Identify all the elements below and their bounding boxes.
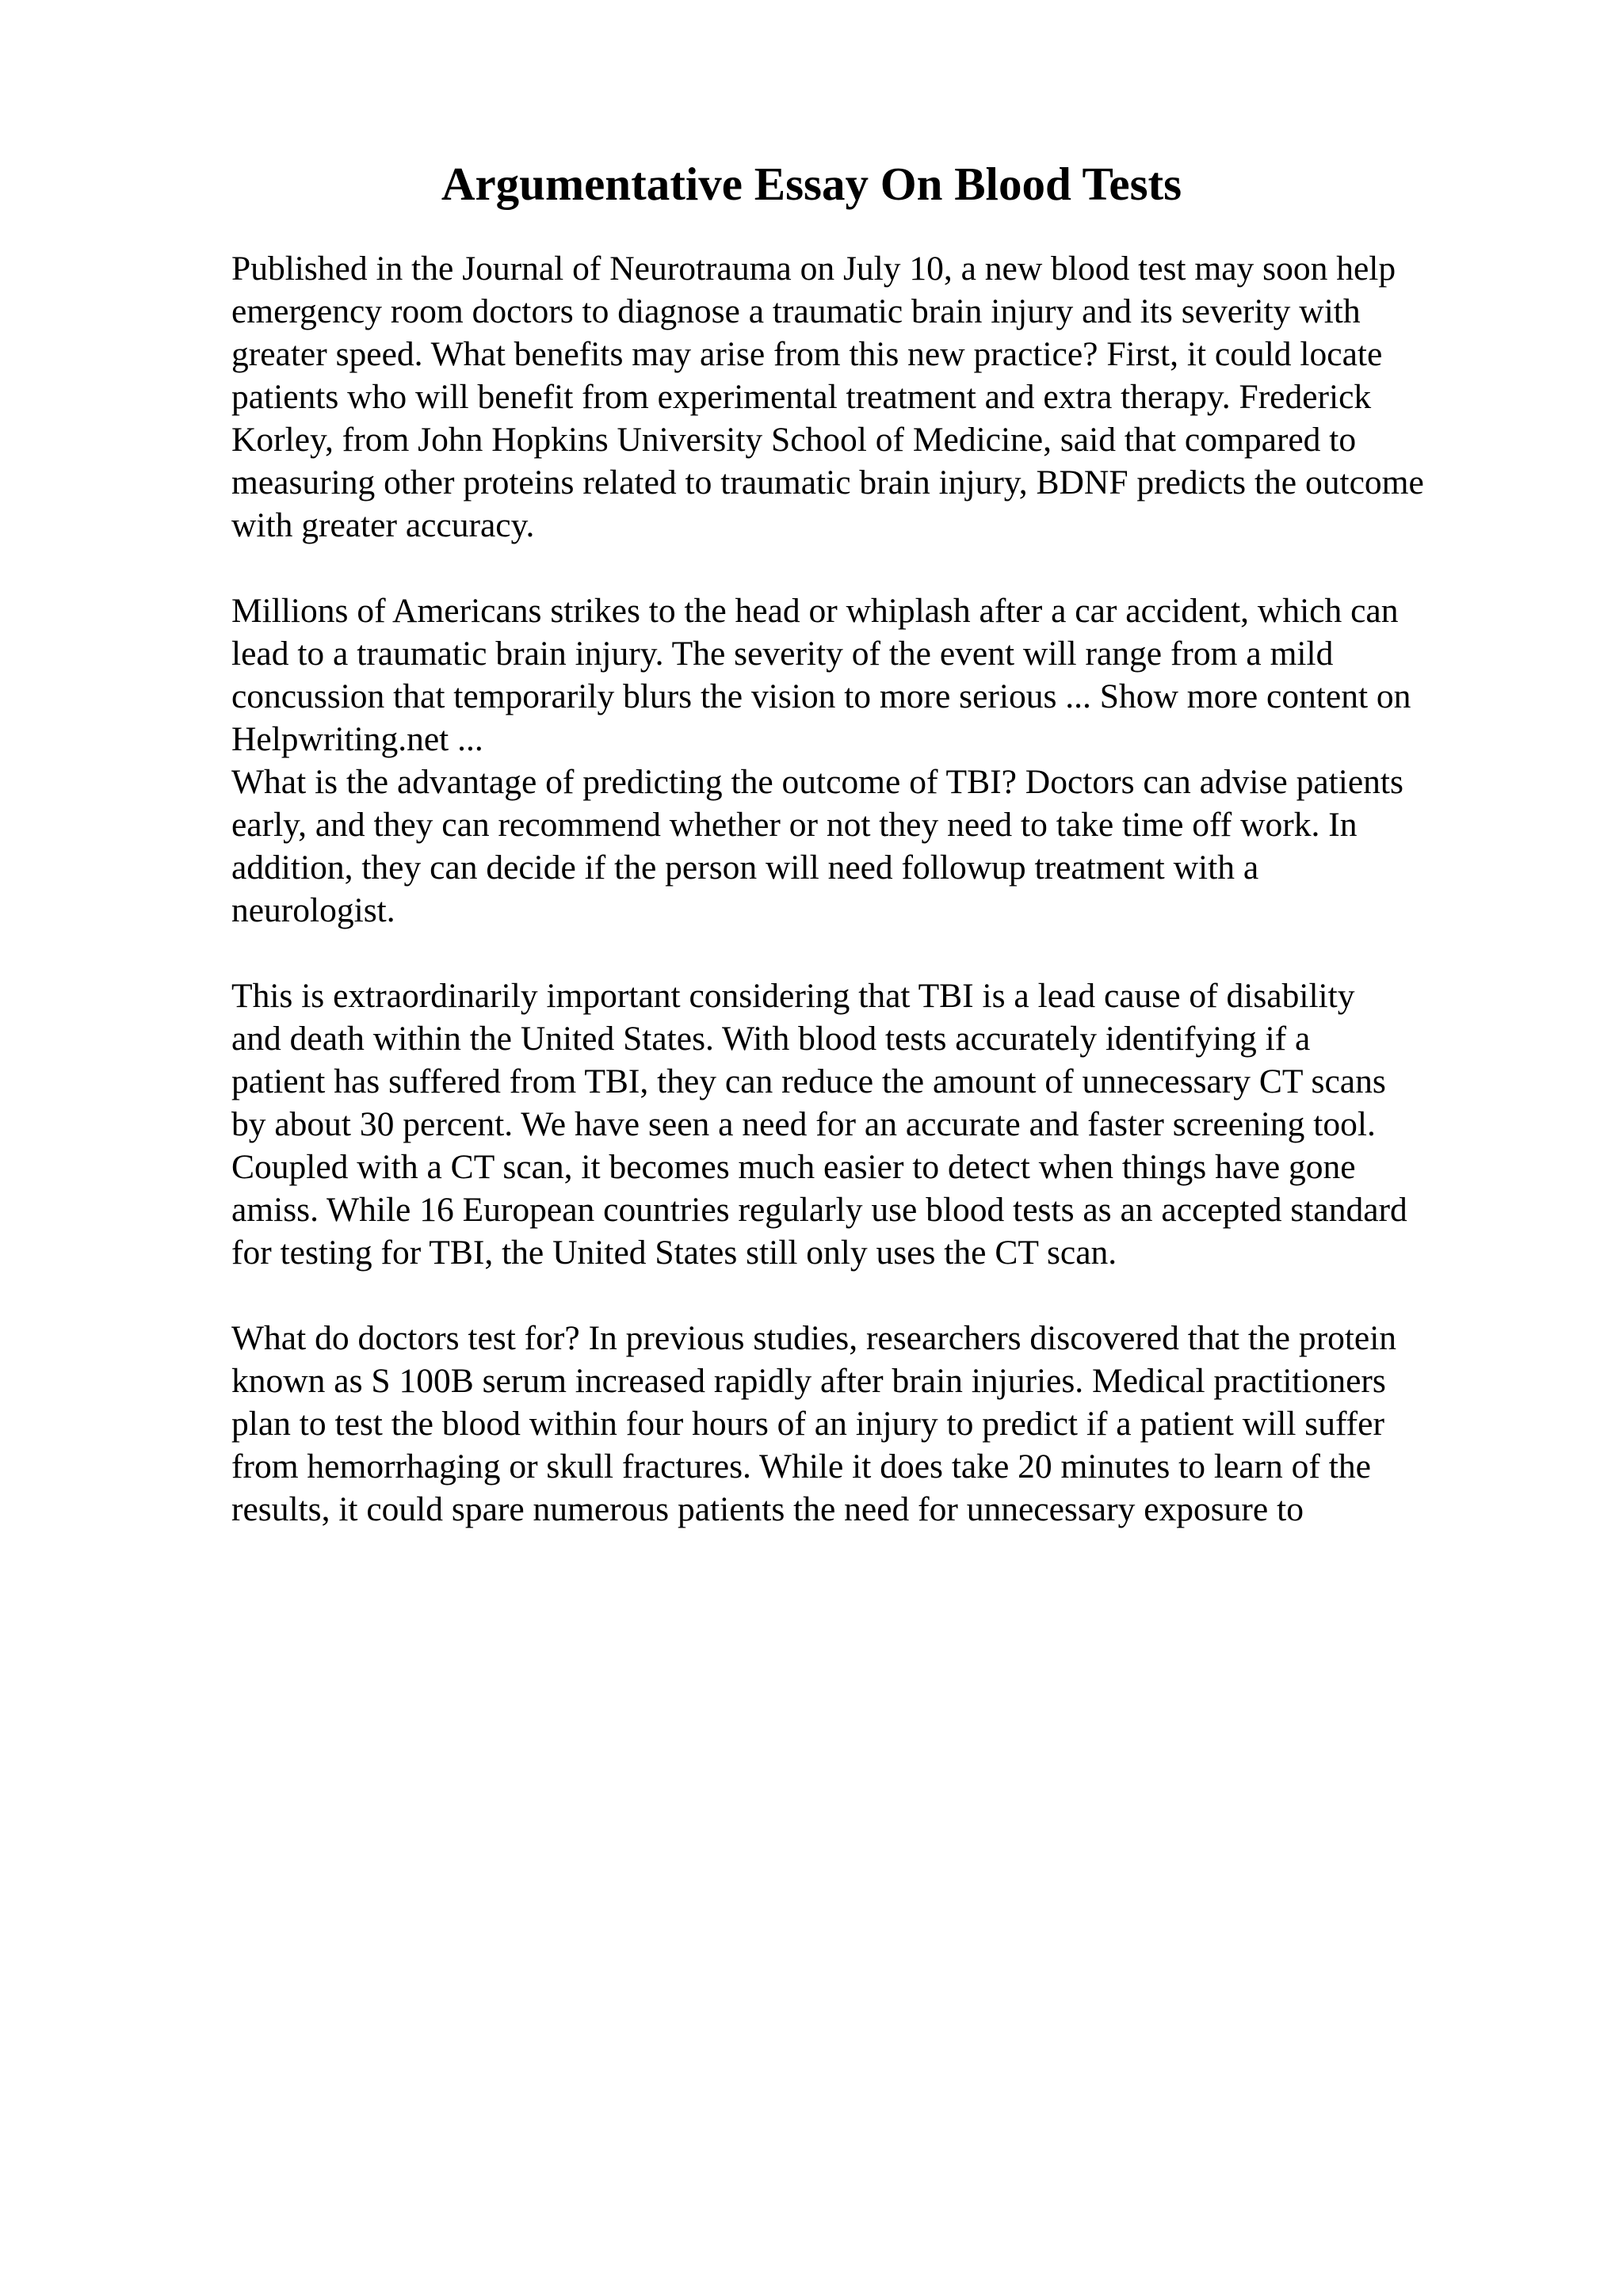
text-line: measuring other proteins related to traumatic brain injury, BDNF predicts the outcome (231, 463, 1424, 502)
text-line: addition, they can decide if the person will need followup treatment with a (231, 849, 1259, 887)
text-line: This is extraordinarily important considering that TBI is a lead cause of disability (231, 977, 1355, 1015)
text-line: results, it could spare numerous patients the need for unnecessary exposure to (231, 1490, 1304, 1528)
text-line: from hemorrhaging or skull fractures. While it does take 20 minutes to learn of the (231, 1447, 1371, 1486)
paragraph-gap (231, 932, 1594, 974)
text-line: neurologist. (231, 891, 395, 929)
text-line: emergency room doctors to diagnose a traumatic brain injury and its severity with (231, 292, 1361, 330)
text-line: plan to test the blood within four hours of an injury to predict if a patient will suffer (231, 1405, 1384, 1443)
text-line: patients who will benefit from experimental treatment and extra therapy. Frederick (231, 378, 1372, 416)
paragraph-gap (231, 547, 1594, 589)
text-line: Korley, from John Hopkins University School of Medicine, said that compared to (231, 421, 1357, 459)
text-line: patient has suffered from TBI, they can reduce the amount of unnecessary CT scans (231, 1062, 1386, 1100)
text-line: for testing for TBI, the United States still only uses the CT scan. (231, 1234, 1117, 1272)
text-line: Coupled with a CT scan, it becomes much easier to detect when things have gone (231, 1148, 1356, 1186)
document-title: Argumentative Essay On Blood Tests (441, 158, 1182, 210)
text-line: Published in the Journal of Neurotrauma on July 10, a new blood test may soon help (231, 250, 1396, 288)
text-line: known as S 100B serum increased rapidly after brain injuries. Medical practitioners (231, 1362, 1386, 1400)
text-line: What is the advantage of predicting the outcome of TBI? Doctors can advise patients (231, 763, 1403, 801)
text-line: concussion that temporarily blurs the vision to more serious ... Show more content on (231, 677, 1411, 715)
text-line: lead to a traumatic brain injury. The severity of the event will range from a mild (231, 635, 1334, 673)
text-line: Helpwriting.net ... (231, 720, 483, 758)
text-line: What do doctors test for? In previous studies, researchers discovered that the protein (231, 1319, 1397, 1357)
text-line: and death within the United States. With blood tests accurately identifying if a (231, 1020, 1311, 1058)
paragraph-gap (231, 1274, 1594, 1317)
document-body (231, 247, 1594, 1531)
text-line: Millions of Americans strikes to the head or whiplash after a car accident, which can (231, 592, 1399, 630)
text-line: amiss. While 16 European countries regularly use blood tests as an accepted standard (231, 1191, 1407, 1229)
text-line: by about 30 percent. We have seen a need for an accurate and faster screening tool. (231, 1105, 1376, 1143)
text-line: greater speed. What benefits may arise from this new practice? First, it could locate (231, 335, 1383, 373)
text-line: with greater accuracy. (231, 506, 535, 544)
text-line: early, and they can recommend whether or not they need to take time off work. In (231, 806, 1358, 844)
